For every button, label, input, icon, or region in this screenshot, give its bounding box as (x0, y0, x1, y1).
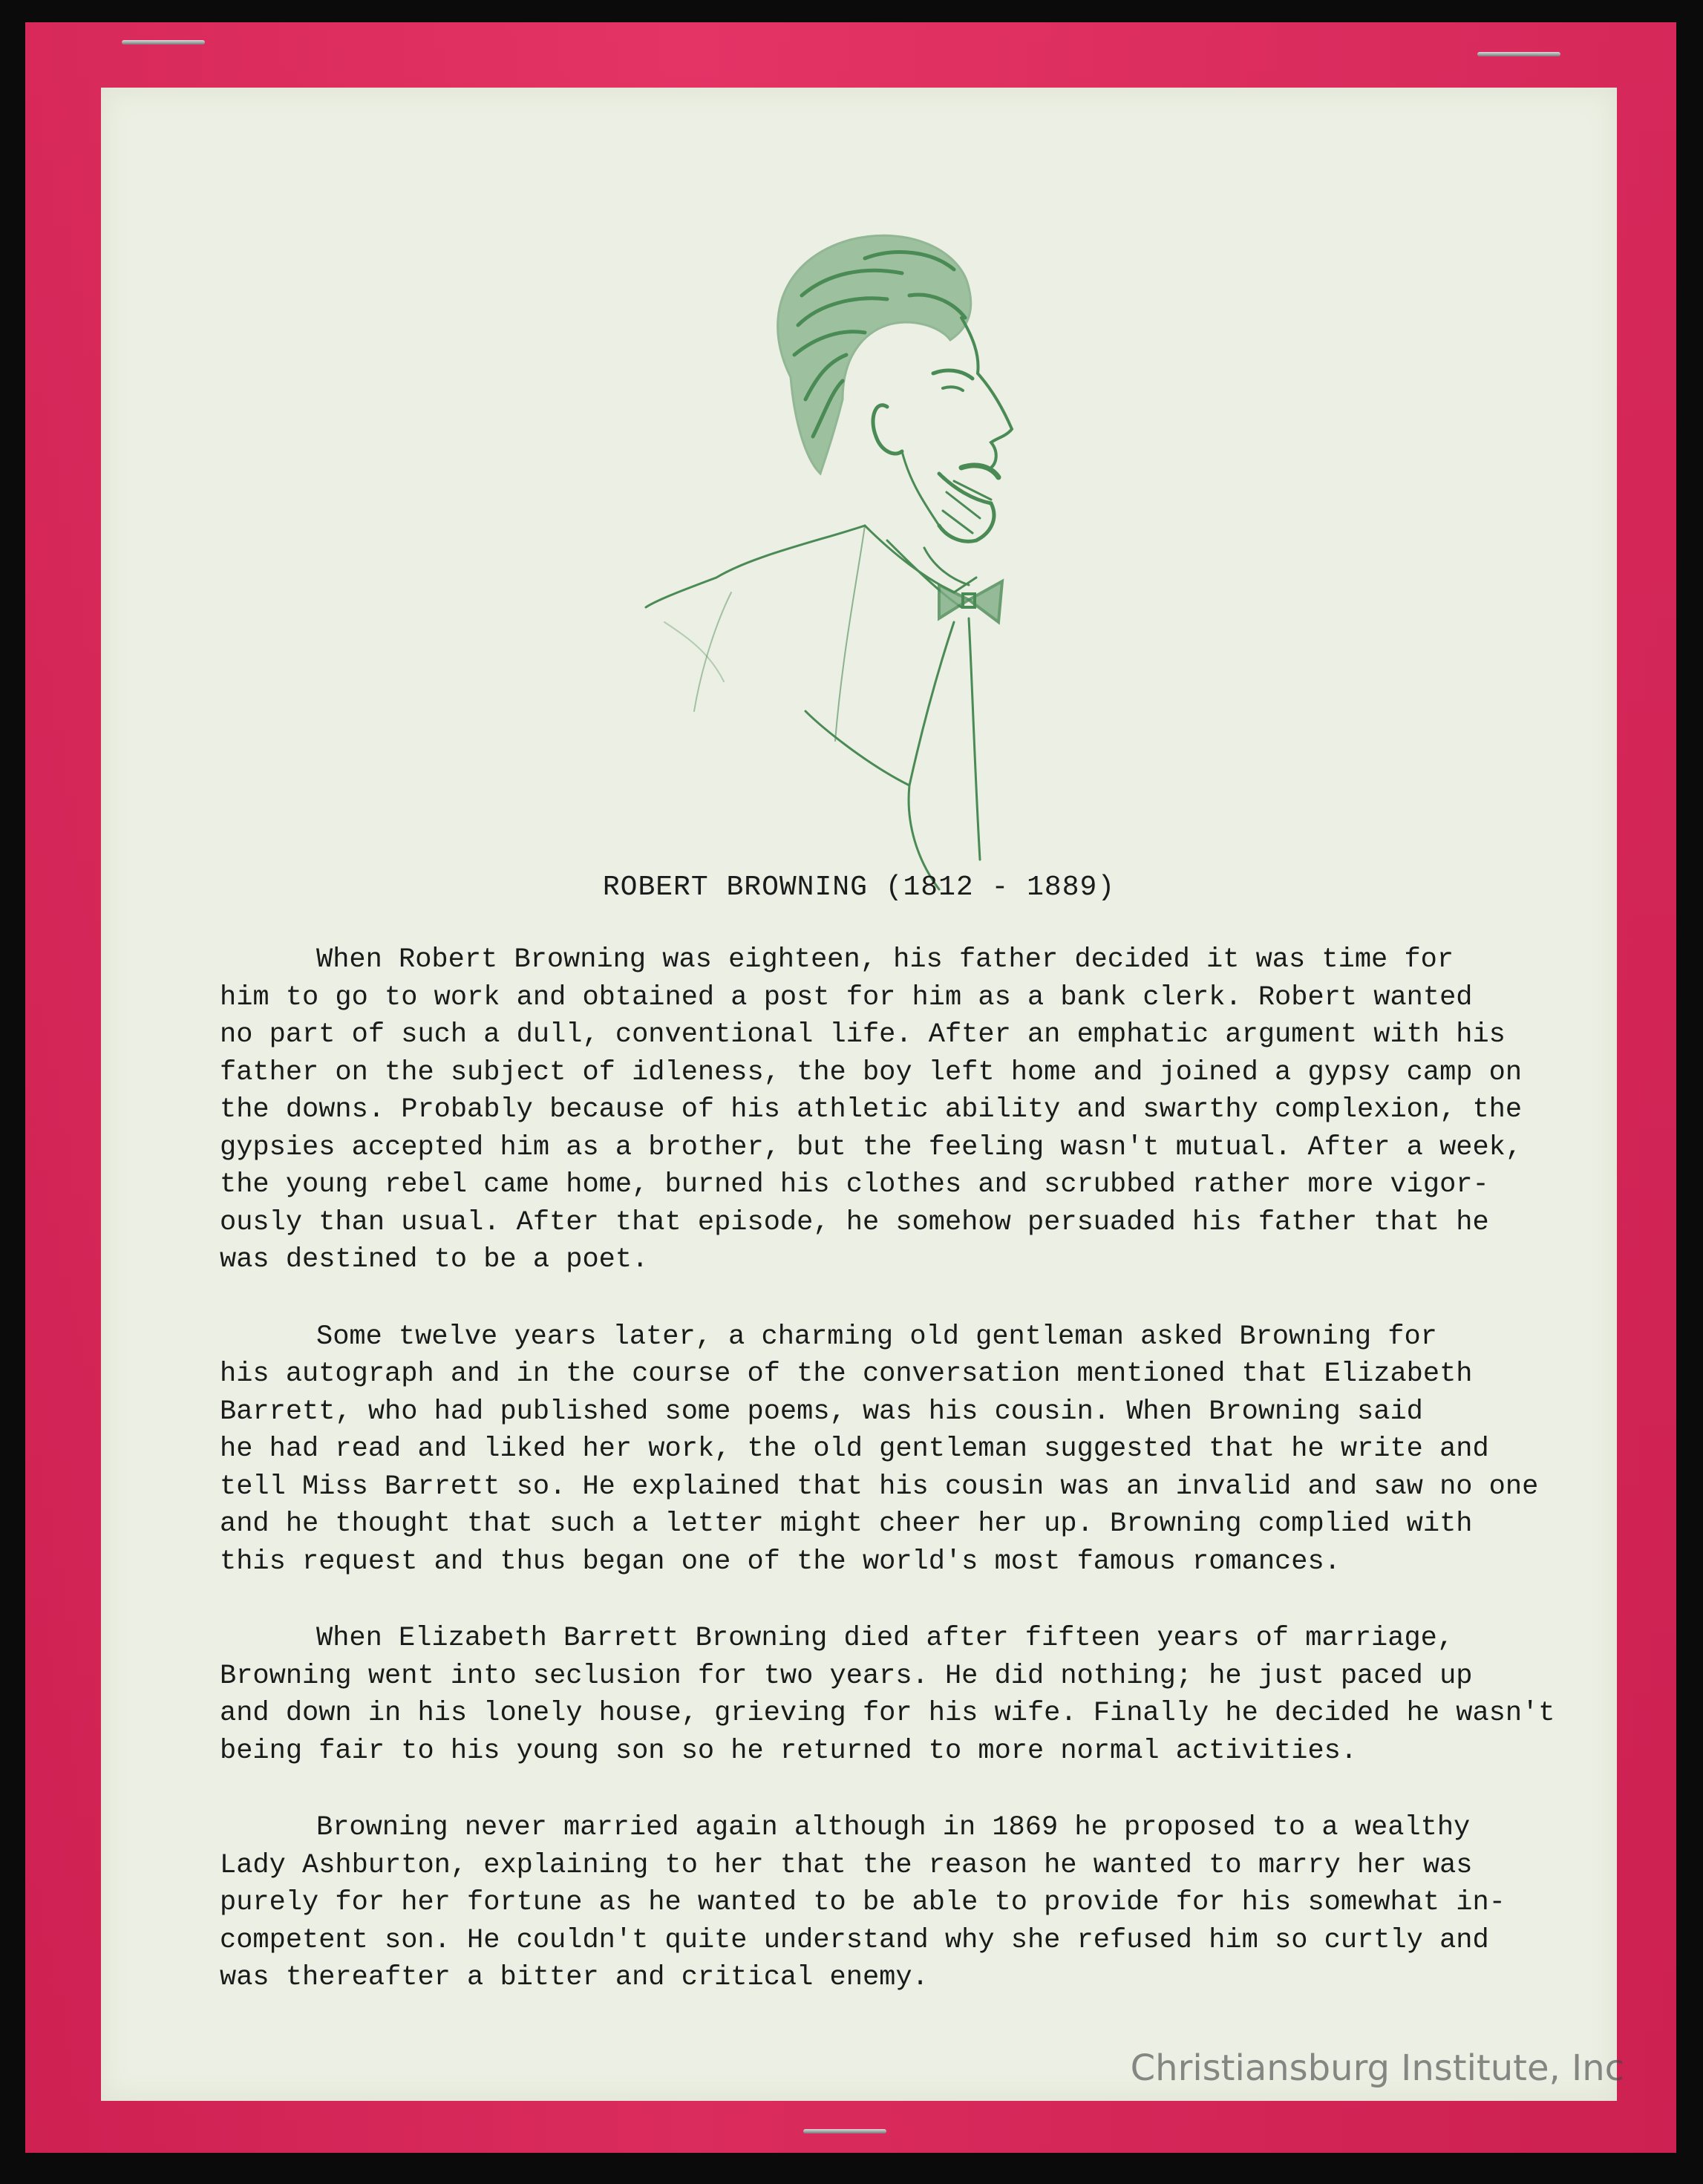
page-title: ROBERT BROWNING (1812 - 1889) (602, 872, 1116, 903)
text-line: was thereafter a bitter and critical enemy. (220, 1962, 929, 1993)
text-line: and down in his lonely house, grieving for his wife. Finally he decided he wasn't (220, 1698, 1555, 1729)
text-line: no part of such a dull, conventional life. After an emphatic argument with his (220, 1019, 1506, 1050)
text-line: Some twelve years later, a charming old gentleman asked Browning for (316, 1321, 1437, 1353)
text-line: the young rebel came home, burned his clothes and scrubbed rather more vigor- (220, 1169, 1489, 1200)
staple-top-left (122, 40, 205, 45)
text-line: him to go to work and obtained a post for him as a bank clerk. Robert wanted (220, 981, 1473, 1013)
text-line: competent son. He couldn't quite understand why she refused him so curtly and (220, 1924, 1489, 1956)
text-line: Browning went into seclusion for two years. He did nothing; he just paced up (220, 1660, 1473, 1692)
document-page (101, 88, 1617, 2101)
text-line: When Elizabeth Barrett Browning died after fifteen years of marriage, (316, 1623, 1454, 1654)
paragraph (220, 1620, 1555, 1770)
text-line: this request and thus began one of the world's most famous romances. (220, 1546, 1341, 1577)
text-line: Lady Ashburton, explaining to her that the reason he wanted to marry her was (220, 1849, 1473, 1881)
text-line: ously than usual. After that episode, he somehow persuaded his father that he (220, 1206, 1489, 1238)
text-line: gypsies accepted him as a brother, but the feeling wasn't mutual. After a week, (220, 1131, 1523, 1163)
text-line: Barrett, who had published some poems, was his cousin. When Browning said (220, 1396, 1423, 1428)
text-line: Browning never married again although in 1869 he proposed to a wealthy (316, 1812, 1471, 1843)
text-line: When Robert Browning was eighteen, his father decided it was time for (316, 944, 1454, 975)
paragraph (220, 1318, 1541, 1581)
text-line: and he thought that such a letter might cheer her up. Browning complied with (220, 1508, 1473, 1540)
staple-top-right (1477, 52, 1560, 56)
paragraph (220, 1809, 1541, 1997)
staple-bottom (803, 2129, 886, 2134)
paragraph (220, 941, 1541, 1279)
text-line: being fair to his young son so he returned to more normal activities. (220, 1735, 1358, 1767)
biography-text (220, 941, 1555, 2036)
text-line: he had read and liked her work, the old gentleman suggested that he write and (220, 1433, 1489, 1465)
browning-portrait-sketch (642, 206, 1058, 904)
text-line: was destined to be a poet. (220, 1244, 649, 1275)
text-line: his autograph and in the course of the conversation mentioned that Elizabeth (220, 1359, 1473, 1390)
text-line: tell Miss Barrett so. He explained that his cousin was an invalid and saw no one (220, 1471, 1539, 1503)
text-line: purely for her fortune as he wanted to be able to provide for his somewhat in- (220, 1887, 1506, 1918)
watermark-text: Christiansburg Institute, Inc (1130, 2047, 1624, 2089)
text-line: father on the subject of idleness, the boy left home and joined a gypsy camp on (220, 1056, 1523, 1088)
text-line: the downs. Probably because of his athletic ability and swarthy complexion, the (220, 1094, 1523, 1125)
